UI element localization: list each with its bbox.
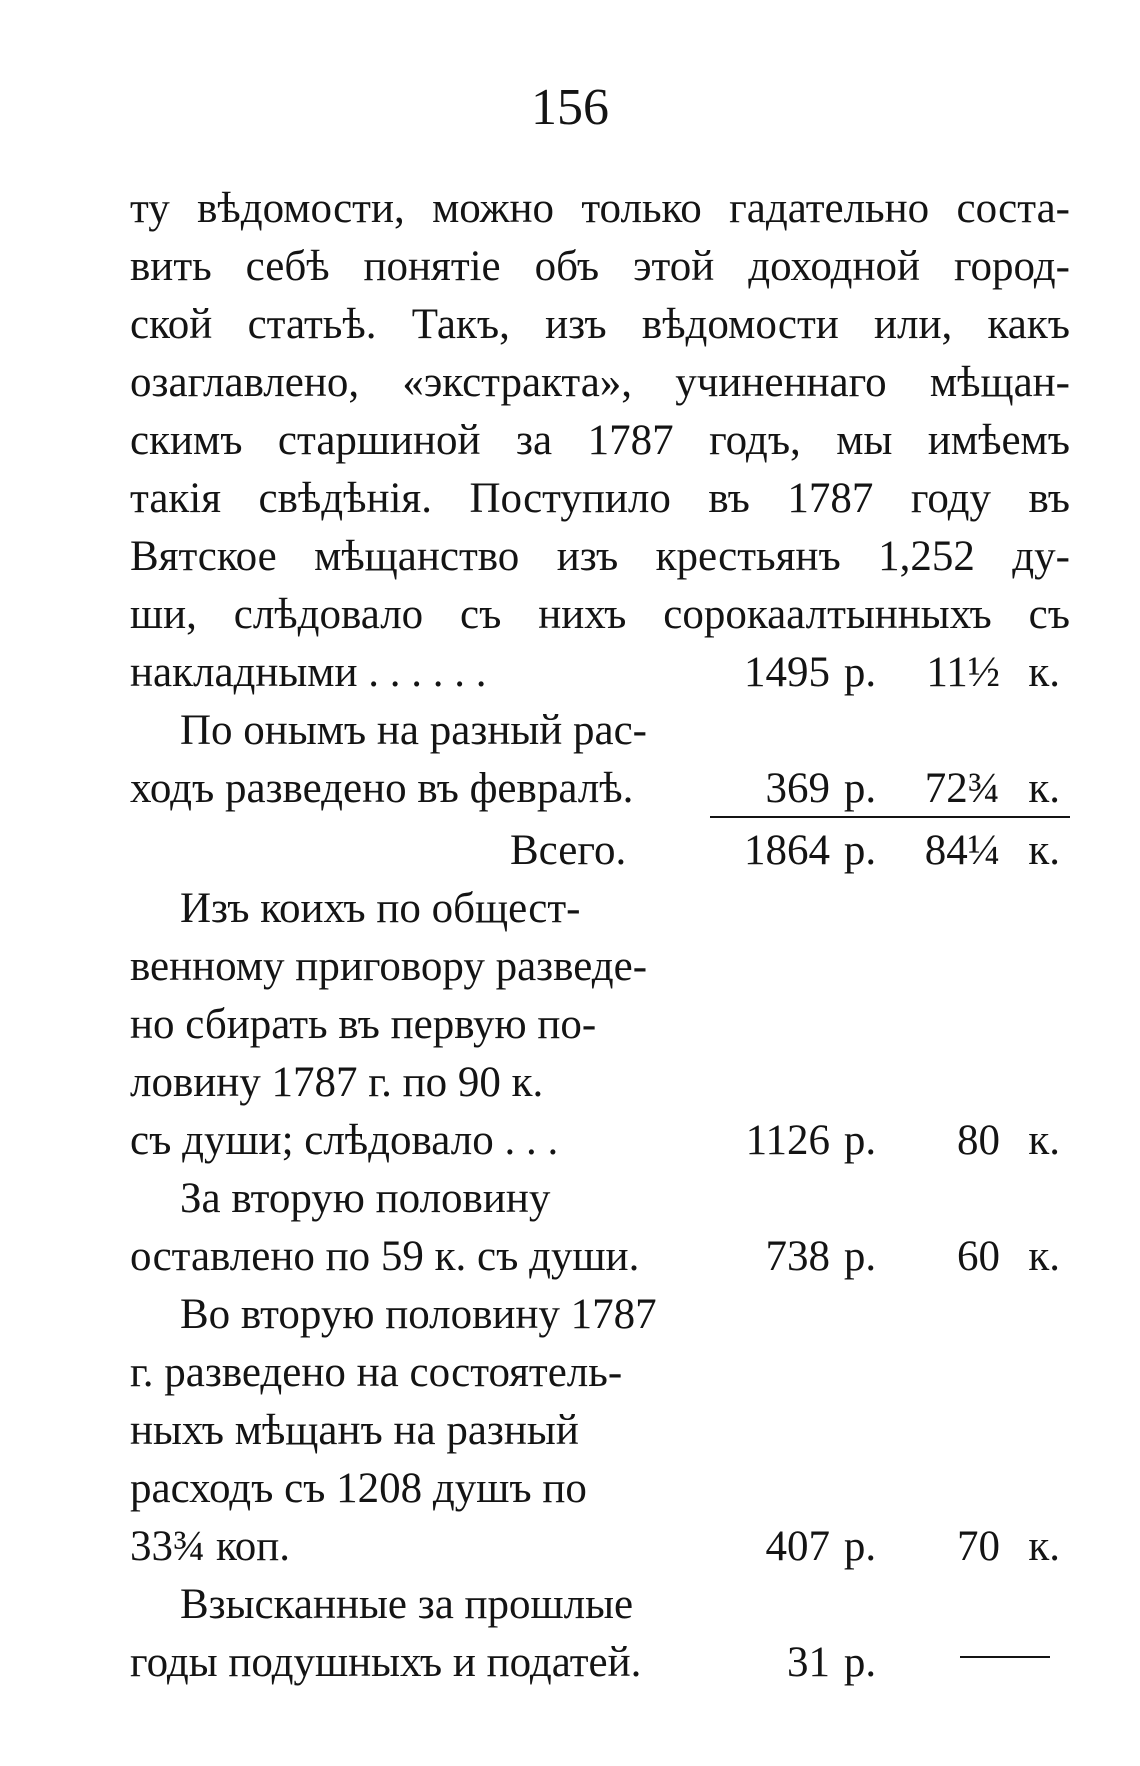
text-line: скимъ старшиной за 1787 годъ, мы имѣемъ [130,417,1070,464]
kopecks-value: 70 [957,1523,1000,1570]
rubles-unit: р. [843,765,877,812]
ledger-entry [130,702,1070,818]
ledger-entry [130,1576,1070,1692]
kopecks-value: 11½ [926,649,1000,696]
entry-description [130,644,690,702]
entry-line: но сбирать въ первую по- [130,1001,597,1048]
entry-line: ходъ разведено въ февралѣ. [130,765,634,812]
text-line: такія свѣдѣнія. Поступило въ 1787 году въ [130,475,1070,522]
kopecks-unit: к. [1028,765,1060,812]
kopecks-unit: к. [1028,827,1060,874]
entry-line: венному приговору разведе- [130,943,648,990]
entry-line: 33¾ коп. [130,1523,290,1570]
ledger-entry [130,1170,1070,1286]
ledger-entry [130,1286,1070,1576]
entry-line: ныхъ мѣщанъ на разный [130,1407,579,1454]
text-line: ши, слѣдовало съ нихъ сорокаалтынныхъ съ [130,591,1070,638]
entry-line: оставлено по 59 к. съ души. [130,1233,640,1280]
entry-amount [710,760,1070,818]
rubles-unit: р. [843,827,877,874]
kopecks-unit: к. [1028,1233,1060,1280]
rubles-value: 1864 [744,827,830,874]
rubles-unit: р. [843,649,877,696]
entry-amount [710,644,1070,702]
text-line: ту вѣдомости, можно только гадательно соста- [130,185,1070,232]
entry-description [130,1170,690,1286]
entry-line: Взысканные за прошлые [180,1581,634,1628]
entry-line: За вторую половину [180,1175,551,1222]
entry-description [130,1286,690,1576]
sum-rule [710,816,1070,818]
entry-description [130,880,690,1170]
entry-line: расходъ съ 1208 душъ по [130,1465,587,1512]
kopecks-unit: к. [1028,1523,1060,1570]
ledger-entry [130,644,1070,702]
entry-line: ловину 1787 г. по 90 к. [130,1059,544,1106]
kopecks-value: 80 [957,1117,1000,1164]
rubles-value: 407 [765,1523,830,1570]
entry-description [130,1576,690,1692]
ledger-entry [130,880,1070,1170]
entry-line: По онымъ на разный рас- [180,707,647,754]
entry-amount [710,1518,1070,1576]
rubles-value: 31 [787,1639,830,1686]
closing-rule [960,1656,1050,1658]
text-line: озаглавлено, «экстракта», учиненнаго мѣщан- [130,359,1070,406]
entry-description [130,702,690,818]
rubles-unit: р. [843,1639,877,1686]
rubles-value: 738 [765,1233,830,1280]
rubles-value: 1495 [744,649,830,696]
kopecks-value: 72¾ [924,765,1000,812]
total-label: Всего. [510,827,627,874]
kopecks-value: 60 [957,1233,1000,1280]
kopecks-unit: к. [1028,649,1060,696]
rubles-value: 369 [765,765,830,812]
entry-line: годы подушныхъ и податей. [130,1639,642,1686]
intro-paragraph [130,180,1070,644]
entry-line: г. разведено на состоятель- [130,1349,623,1396]
entry-amount [710,1634,1070,1692]
text-line: Вятское мѣщанство изъ крестьянъ 1,252 ду- [130,533,1070,580]
kopecks-value: 84¼ [924,827,1000,874]
entry-amount [710,1112,1070,1170]
text-line: ской статьѣ. Такъ, изъ вѣдомости или, какъ [130,301,1070,348]
entry-amount [710,822,1070,880]
entry-line: Изъ коихъ по общест- [180,885,581,932]
entry-amount [710,1228,1070,1286]
entry-line: Во вторую половину 1787 [180,1291,657,1338]
rubles-value: 1126 [745,1117,830,1164]
page-number: 156 [531,79,609,136]
rubles-unit: р. [843,1233,877,1280]
entry-line: съ души; слѣдовало . . . [130,1117,559,1164]
rubles-unit: р. [843,1523,877,1570]
entry-line: накладными . . . . . . [130,649,487,696]
kopecks-unit: к. [1028,1117,1060,1164]
rubles-unit: р. [843,1117,877,1164]
text-line: вить себѣ понятіе объ этой доходной город- [130,243,1070,290]
ledger-entry-total [130,822,1070,880]
